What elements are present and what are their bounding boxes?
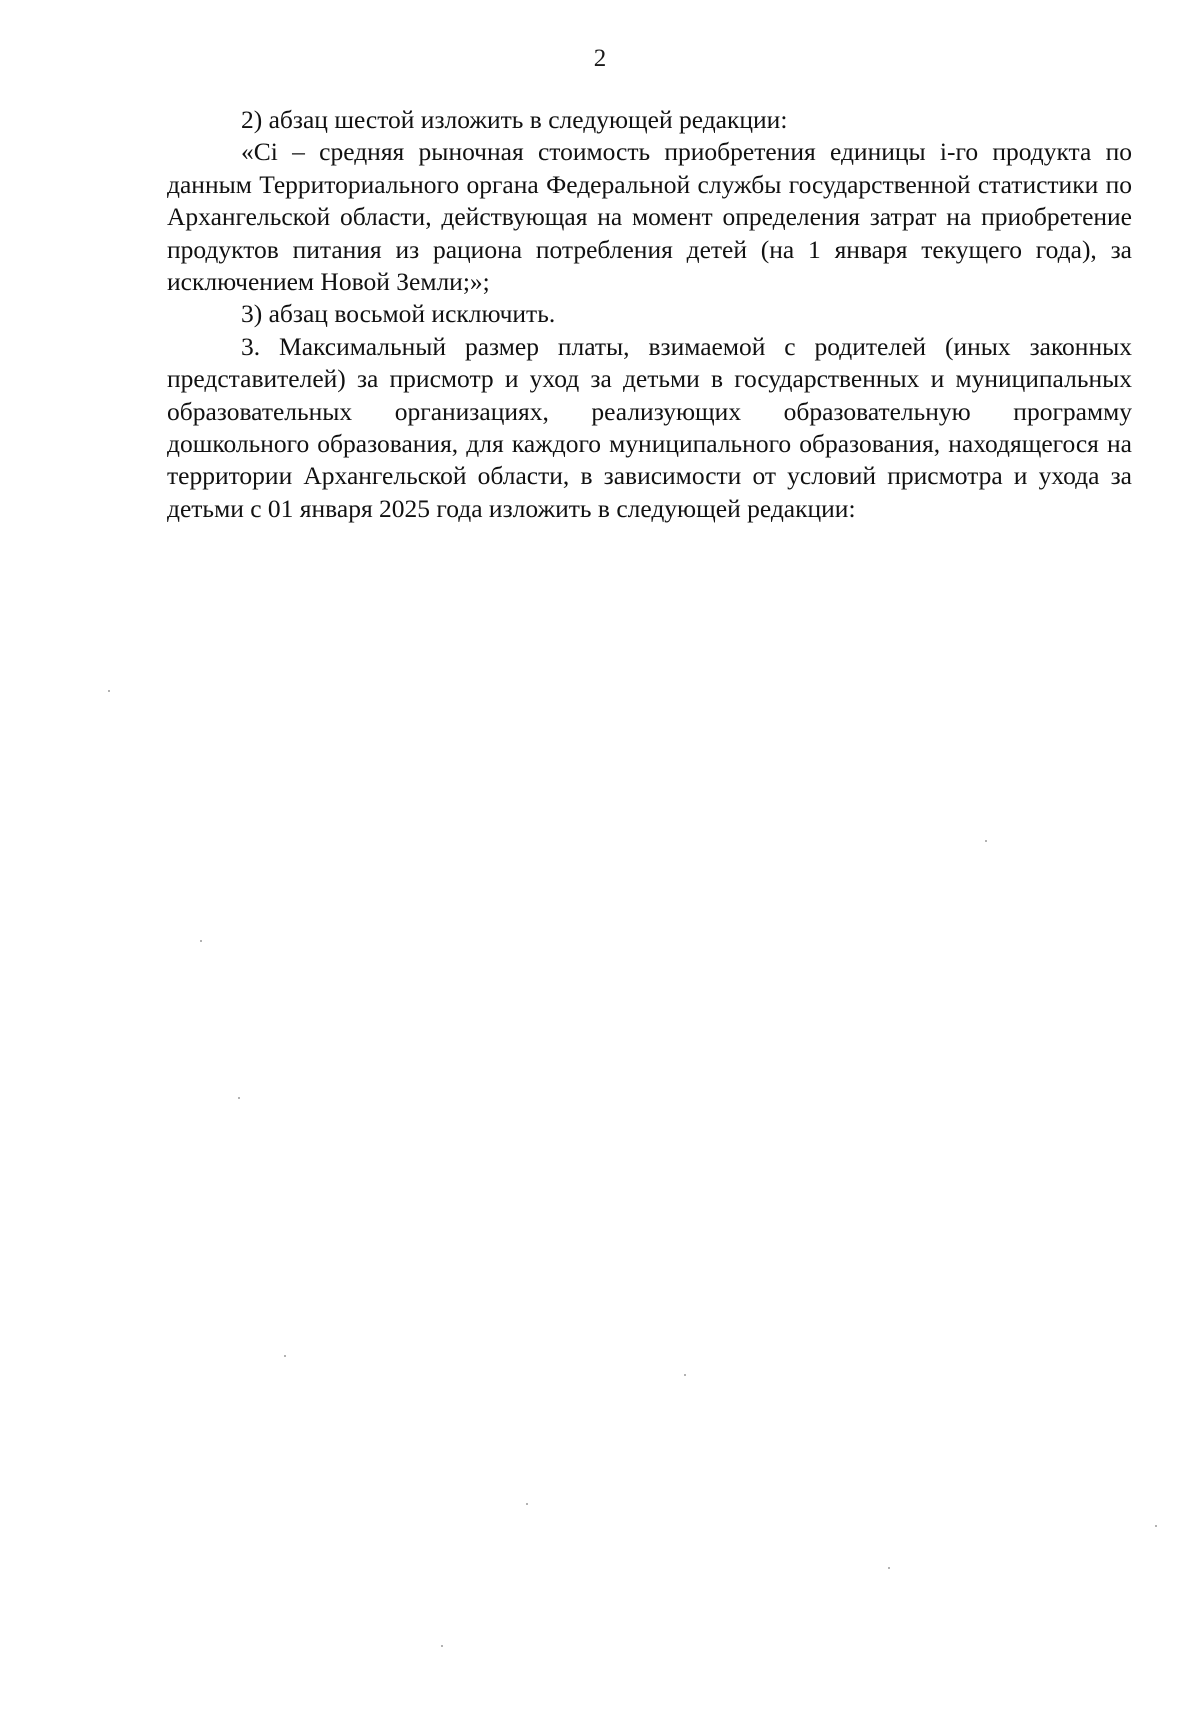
scan-speck [888, 1567, 890, 1569]
scan-speck [284, 1355, 286, 1357]
scan-speck [1155, 1525, 1157, 1527]
scan-speck [108, 690, 110, 692]
scan-speck [684, 1374, 686, 1376]
paragraph-ci-definition: «Ci – средняя рыночная стоимость приобретения единицы i-го продукта по данным Территориального органа Федеральной службы государственной статистики по Архангельской области, действующая на момент определения затрат на приобретение продуктов питания из рациона потребления детей (на 1 января текущего года), за исключением Новой Земли;»; [167, 137, 1132, 297]
paragraph-item-2-amendment: 2) абзац шестой изложить в следующей редакции: [241, 105, 788, 134]
page-number: 2 [593, 45, 607, 72]
paragraph-section-3: 3. Максимальный размер платы, взимаемой с родителей (иных законных представителей) за присмотр и уход за детьми в государственных и муниципальных образовательных организациях, реализующих образовательную программу дошкольного образования, для каждого муниципального образования, находящегося на территории Архангельской области, в зависимости от условий присмотра и ухода за детьми с 01 января 2025 года изложить в следующей редакции: [167, 331, 1132, 523]
document-body [167, 104, 1132, 525]
scan-speck [985, 840, 987, 842]
paragraph-item-3-amendment: 3) абзац восьмой исключить. [241, 299, 556, 329]
scan-speck [200, 940, 202, 942]
scan-speck [441, 1645, 443, 1647]
scan-speck [526, 1503, 528, 1505]
scan-speck [238, 1097, 240, 1099]
